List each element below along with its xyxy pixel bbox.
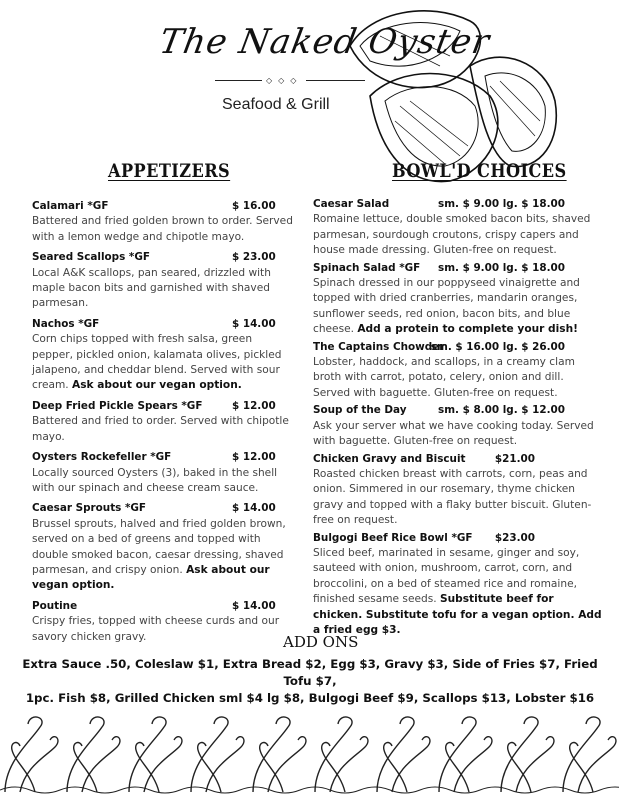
item-description: Brussel sprouts, halved and fried golden brown, served on a bed of greens and topped with double smoked bacon, caesar dressing, shaved parmesan, and crispy onion. xyxy=(32,517,286,576)
menu-item xyxy=(32,599,294,645)
addons-list xyxy=(20,656,600,707)
item-description: Sliced beef, marinated in sesame, ginger and soy, sauteed with onion, mushroom, carrot, corn, and broccolini, on a bed of steamed rice and romaine, finished sesame seeds. xyxy=(313,546,580,606)
item-name: Poutine xyxy=(32,599,78,612)
item-price: $21.00 xyxy=(494,452,535,465)
item-price: $ 16.00 xyxy=(232,200,276,212)
item-name: Seared Scallops *GF xyxy=(32,251,150,264)
item-description: Ask your server what we have cooking today. Served with baguette. Gluten-free on request. xyxy=(313,419,594,448)
menu-item xyxy=(313,403,603,449)
tentacle-border-icon xyxy=(0,712,619,802)
item-price: $ 23.00 xyxy=(232,251,276,264)
menu-item xyxy=(313,452,603,529)
menu-item xyxy=(313,261,603,338)
item-name: Caesar Sprouts *GF xyxy=(32,502,147,515)
menu-item xyxy=(313,197,603,259)
item-note: Ask about our vegan option. xyxy=(32,563,270,592)
logo-diamonds: ◇◇◇ xyxy=(262,76,306,85)
item-note: Add a protein to complete your dish! xyxy=(357,323,578,336)
appetizers-title: APPETIZERS xyxy=(108,160,231,182)
item-description: Roasted chicken breast with carrots, corn, peas and onion. Simmered in our rosemary, thyme chicken gravy and topped with a flaky butter biscuit. Gluten-free on request. xyxy=(313,467,592,527)
item-name: Oysters Rockefeller *GF xyxy=(32,451,172,464)
menu-item xyxy=(313,531,603,639)
item-description: Crispy fries, topped with cheese curds and our savory chicken gravy. xyxy=(32,615,280,643)
item-description: Local A&K scallops, pan seared, drizzled with maple bacon bits and garnished with shaved parmesan. xyxy=(32,266,271,310)
item-name: Deep Fried Pickle Spears *GF xyxy=(32,399,203,412)
item-price: sm. $ 9.00 lg. $ 18.00 xyxy=(438,261,565,274)
oyster-illustration-icon xyxy=(340,6,565,186)
logo-name: The Naked Oyster xyxy=(156,22,493,62)
item-description: Battered and fried golden brown to order. Served with a lemon wedge and chipotle mayo. xyxy=(32,215,293,243)
menu-item xyxy=(32,501,294,593)
item-description: Lobster, haddock, and scallops, in a creamy clam broth with carrot, potato, celery, onion and dill. Served with baguette. Gluten-free on request. xyxy=(313,356,575,399)
item-description: Battered and fried to order. Served with chipotle mayo. xyxy=(32,415,289,443)
item-name: Soup of the Day xyxy=(313,404,407,417)
item-name: Bulgogi Beef Rice Bowl *GF xyxy=(313,531,473,544)
item-description: Spinach dressed in our poppyseed vinaigrette and topped with dried cranberries, mandarin oranges, sunflower seeds, red onion, bacon bits, and blue cheese. xyxy=(313,277,580,336)
menu-item xyxy=(32,250,294,312)
item-price: sm. $ 8.00 lg. $ 12.00 xyxy=(438,404,565,417)
item-name: Chicken Gravy and Biscuit xyxy=(313,452,466,465)
item-price: $23.00 xyxy=(494,531,535,544)
item-note: Ask about our vegan option. xyxy=(72,379,242,392)
addons-line-1: Extra Sauce .50, Coleslaw $1, Extra Bread $2, Egg $3, Gravy $3, Side of Fries $7, Fried Tofu $7, xyxy=(22,657,598,688)
item-name: Caesar Salad xyxy=(313,198,390,210)
addons-line-2: 1pc. Fish $8, Grilled Chicken sml $4 lg $8, Bulgogi Beef $9, Scallops $13, Lobster $16 xyxy=(25,691,595,705)
bowls-list xyxy=(313,197,603,640)
item-price: $ 14.00 xyxy=(232,317,276,330)
bowls-title: BOWL'D CHOICES xyxy=(392,160,567,182)
item-description: Corn chips topped with fresh salsa, green pepper, pickled onion, kalamata olives, pickled jalapeno, and cheddar blend. Served with sour cream. xyxy=(32,333,282,392)
item-name: Nachos *GF xyxy=(32,317,100,330)
addons-title: ADD ONS xyxy=(283,633,359,651)
menu-item xyxy=(313,340,603,402)
item-price: sm. $ 16.00 lg. $ 26.00 xyxy=(430,340,565,353)
item-price: $ 14.00 xyxy=(232,599,276,612)
item-note: Substitute beef for chicken. Substitute tofu for a vegan option. Add a fried egg $3. xyxy=(313,593,602,636)
item-price: $ 12.00 xyxy=(232,399,276,412)
item-description: Romaine lettuce, double smoked bacon bits, shaved parmesan, sourdough croutons, crispy capers and house made dressing. Gluten-free on request. xyxy=(313,213,591,257)
appetizers-list xyxy=(32,199,294,650)
item-name: Spinach Salad *GF xyxy=(313,261,421,274)
item-price: $ 12.00 xyxy=(232,451,276,464)
menu-item xyxy=(32,199,294,245)
item-name: The Captains Chowder xyxy=(313,340,445,353)
menu-item xyxy=(32,317,294,394)
logo-tagline: Seafood & Grill xyxy=(222,96,330,113)
item-description: Locally sourced Oysters (3), baked in the shell with our spinach and cheese cream sauce. xyxy=(32,466,278,494)
menu-item xyxy=(32,450,294,496)
item-name: Calamari *GF xyxy=(32,200,109,212)
menu-item xyxy=(32,399,294,445)
item-price: $ 14.00 xyxy=(232,502,276,515)
item-price: sm. $ 9.00 lg. $ 18.00 xyxy=(438,198,565,210)
